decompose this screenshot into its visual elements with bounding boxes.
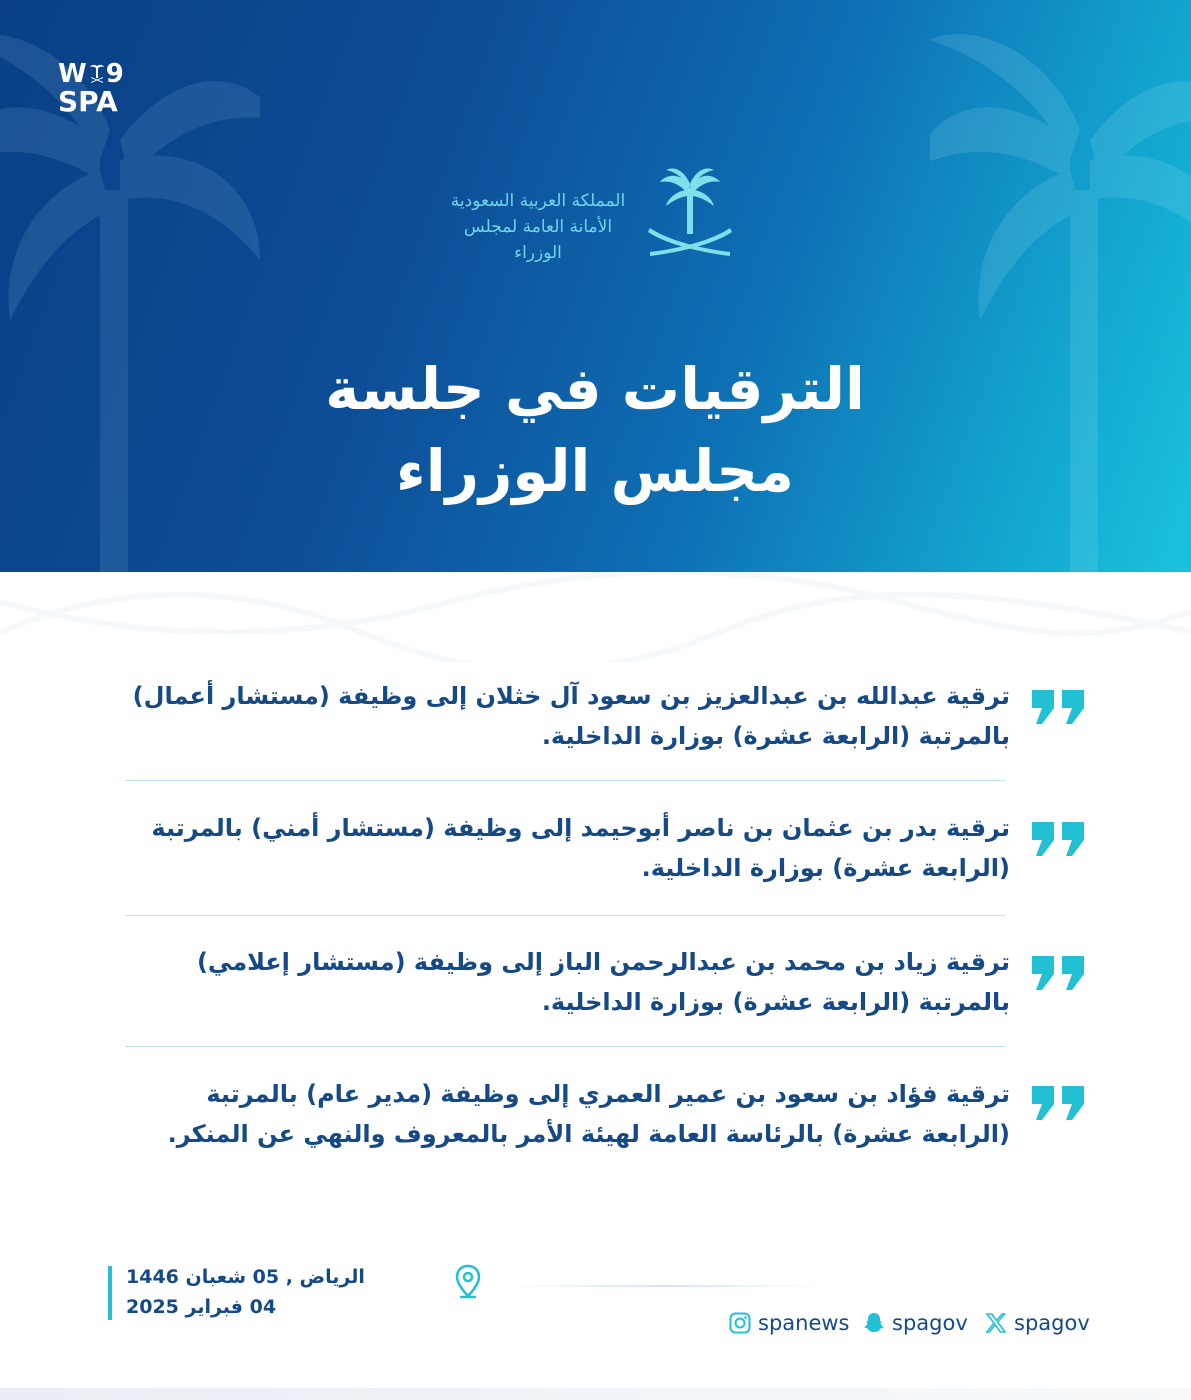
social-snapchat[interactable] bbox=[862, 1308, 968, 1338]
saudi-emblem-icon bbox=[648, 166, 732, 266]
spa-logo bbox=[58, 60, 142, 116]
divider bbox=[125, 915, 1005, 916]
list-item: ترقية زياد بن محمد بن عبدالرحمن الباز إلى وظيفة (مستشار إعلامي) بالمرتبة (الرابعة عشرة) بوزارة الداخلية. bbox=[196, 948, 1010, 1016]
instagram-handle: spanews bbox=[758, 1311, 850, 1335]
hero-banner bbox=[0, 0, 1191, 572]
government-name-line1: المملكة العربية السعودية bbox=[450, 191, 626, 211]
spa-logo-text-bottom: SPA bbox=[58, 85, 118, 118]
snapchat-icon bbox=[862, 1311, 886, 1335]
government-name-line2: الأمانة العامة لمجلس الوزراء bbox=[463, 217, 613, 263]
list-item: ترقية فؤاد بن سعود بن عمير العمري إلى وظيفة (مدير عام) بالمرتبة (الرابعة عشرة) بالرئاسة العامة لهيئة الأمر بالمعروف والنهي عن المنكر. bbox=[167, 1080, 1010, 1148]
footer-divider bbox=[505, 1285, 825, 1287]
list-item: ترقية عبدالله بن عبدالعزيز بن سعود آل خثلان إلى وظيفة (مستشار أعمال) بالمرتبة (الرابعة عشرة) بوزارة الداخلية. bbox=[132, 682, 1010, 750]
list-item: ترقية بدر بن عثمان بن ناصر أبوحيمد إلى وظيفة (مستشار أمني) بالمرتبة (الرابعة عشرة) بوزارة الداخلية. bbox=[151, 814, 1010, 882]
snapchat-handle: spagov bbox=[892, 1311, 968, 1335]
gregorian-date: 04 فبراير 2025 bbox=[126, 1296, 277, 1318]
quote-mark-icon bbox=[1030, 818, 1088, 858]
quote-mark-icon bbox=[1030, 952, 1088, 992]
date-block bbox=[108, 1266, 492, 1320]
logo-palm-icon bbox=[90, 63, 104, 85]
x-icon bbox=[984, 1311, 1008, 1335]
divider bbox=[125, 780, 1005, 781]
bottom-strip bbox=[0, 1388, 1191, 1400]
hijri-date: الرياض , 05 شعبان 1446 bbox=[126, 1266, 365, 1288]
instagram-icon bbox=[728, 1311, 752, 1335]
government-name bbox=[440, 188, 636, 266]
spa-logo-text-top: W bbox=[58, 59, 88, 89]
divider bbox=[125, 1046, 1005, 1047]
social-instagram[interactable] bbox=[728, 1308, 850, 1338]
quote-mark-icon bbox=[1030, 1082, 1088, 1122]
page-title bbox=[150, 348, 1040, 512]
x-handle: spagov bbox=[1014, 1311, 1090, 1335]
quote-mark-icon bbox=[1030, 686, 1088, 726]
background-pattern-icon bbox=[0, 572, 1191, 662]
location-pin-icon bbox=[454, 1264, 482, 1300]
page-title-line2: مجلس الوزراء bbox=[396, 437, 794, 505]
page-title-line1: الترقيات في جلسة bbox=[325, 355, 865, 423]
spa-logo-text-top-b: 9 bbox=[105, 59, 125, 89]
social-x[interactable] bbox=[984, 1308, 1090, 1338]
